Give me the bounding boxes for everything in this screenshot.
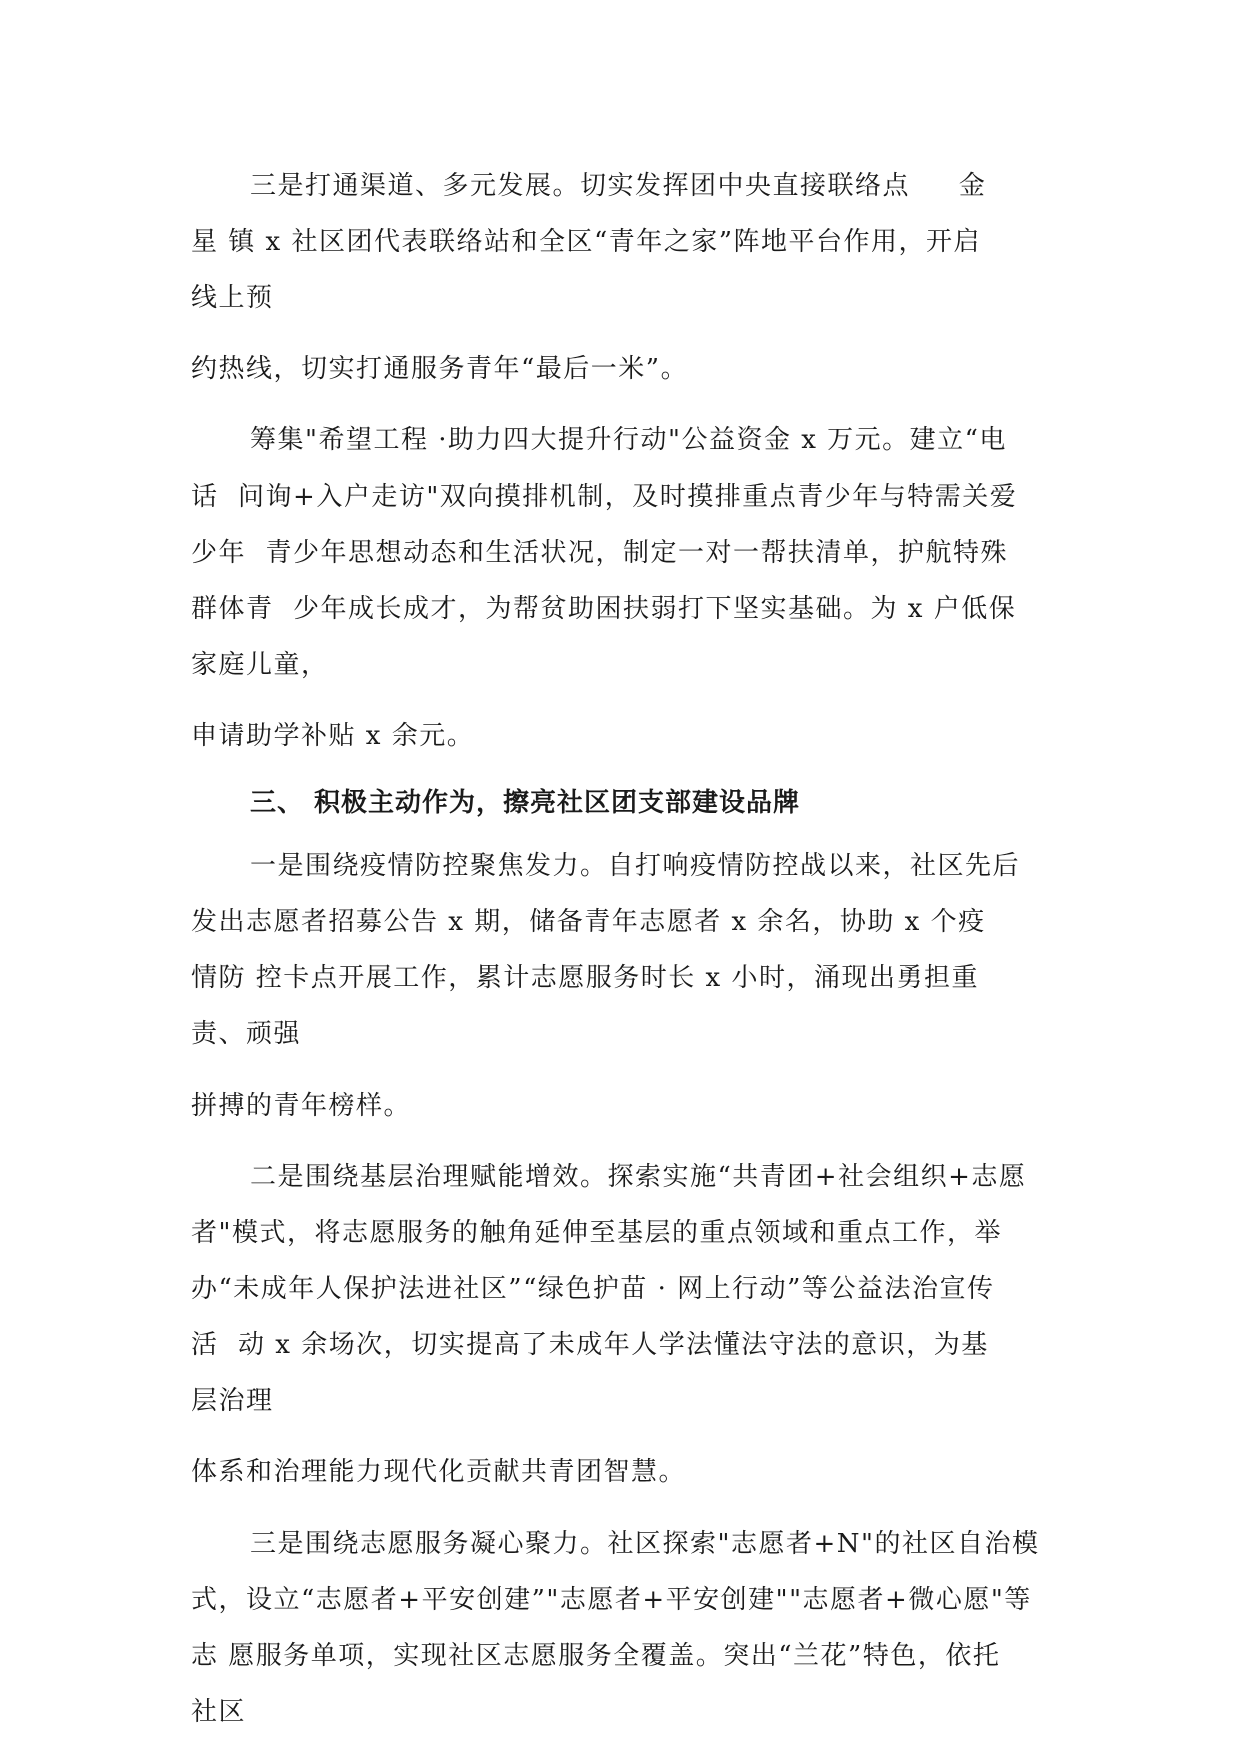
paragraph-line: 二是围绕基层治理赋能增效。探索实施“共青团+社会组织+志愿	[250, 1162, 1027, 1192]
paragraph-line: 线上预	[191, 283, 274, 313]
paragraph-line: 家庭儿童，	[191, 650, 329, 680]
paragraph-line: 拼搏的青年榜样。	[191, 1091, 412, 1121]
paragraph-line: 申请助学补贴 x 余元。	[191, 721, 475, 751]
paragraph-line: 一是围绕疫情防控聚焦发力。自打响疫情防控战以来，社区先后	[250, 851, 1021, 881]
paragraph-line: 活 动 x 余场次，切实提高了未成年人学法懂法守法的意识，为基	[191, 1330, 989, 1360]
paragraph-line: 少年 青少年思想动态和生活状况，制定一对一帮扶清单，护航特殊	[191, 538, 1009, 568]
paragraph-line: 体系和治理能力现代化贡献共青团智慧。	[191, 1457, 687, 1487]
paragraph-line: 三是打通渠道、多元发展。切实发挥团中央直接联络点 金	[250, 171, 987, 201]
paragraph-line: 话 问询+入户走访"双向摸排机制，及时摸排重点青少年与特需关爱	[191, 482, 1018, 512]
paragraph-line: 社区	[191, 1697, 247, 1727]
paragraph-line: 办“未成年人保护法进社区”“绿色护苗 · 网上行动”等公益法治宣传	[191, 1274, 995, 1304]
paragraph-line: 责、顽强	[191, 1019, 302, 1049]
paragraph-line: 层治理	[191, 1386, 274, 1416]
paragraph-line: 发出志愿者招募公告 x 期，储备青年志愿者 x 余名，协助 x 个疫	[191, 907, 986, 937]
paragraph-line: 筹集"希望工程 ·助力四大提升行动"公益资金 x 万元。建立“电	[250, 425, 1007, 455]
paragraph-line: 星 镇 x 社区团代表联络站和全区“青年之家”阵地平台作用，开启	[191, 227, 982, 257]
paragraph-line: 者"模式，将志愿服务的触角延伸至基层的重点领域和重点工作，举	[191, 1218, 1002, 1248]
paragraph-line: 情防 控卡点开展工作，累计志愿服务时长 x 小时，涌现出勇担重	[191, 963, 979, 993]
section-heading: 三、 积极主动作为，擦亮社区团支部建设品牌	[250, 788, 801, 818]
paragraph-line: 式，设立“志愿者+平安创建”"志愿者+平安创建""志愿者+微心愿"等	[191, 1585, 1032, 1615]
paragraph-line: 群体青 少年成长成才，为帮贫助困扶弱打下坚实基础。为 x 户低保	[191, 594, 1017, 624]
paragraph-line: 三是围绕志愿服务凝心聚力。社区探索"志愿者+N"的社区自治模	[250, 1529, 1040, 1559]
paragraph-line: 志 愿服务单项，实现社区志愿服务全覆盖。突出“兰花”特色，依托	[191, 1641, 1001, 1671]
paragraph-line: 约热线，切实打通服务青年“最后一米”。	[191, 354, 689, 384]
